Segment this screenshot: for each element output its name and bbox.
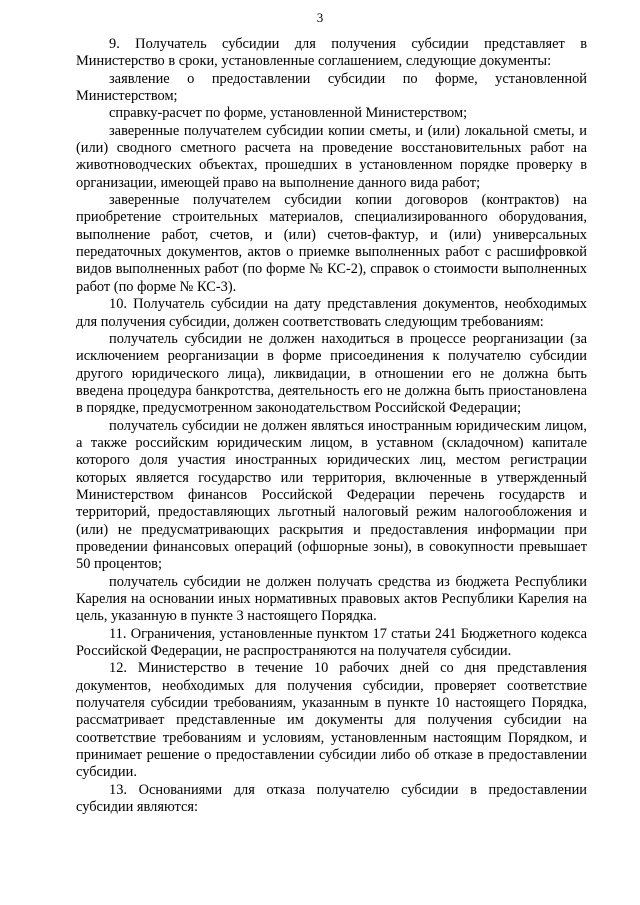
paragraph-calculation: справку-расчет по форме, установленной Министерством; [109, 105, 468, 122]
paragraph-reorganization: получатель субсидии не должен находиться в процессе реорганизации (за исключением реорганизации в форме присоединения к получателю субсидии другого юридического лица), ликвидации, в отношении его не должна быть введена процедура банкротства, деятельность его не должна быть приостановлена в порядке, предусмотренном законодательством Российской Федерации; [76, 330, 587, 417]
paragraph-10: 10. Получатель субсидии на дату представления документов, необходимых для получения субсидии, должен соответствовать следующим требованиям: [76, 296, 587, 330]
paragraph-11: 11. Ограничения, установленные пунктом 17 статьи 241 Бюджетного кодекса Российской Федерации, не распространяются на получателя субсидии. [76, 625, 587, 660]
paragraph-13: 13. Основаниями для отказа получателю субсидии в предоставлении субсидии являются: [76, 781, 587, 816]
paragraph-9: 9. Получатель субсидии для получения субсидии представляет в Министерство в сроки, установленные соглашением, следующие документы: [76, 36, 587, 70]
paragraph-foreign-entity: получатель субсидии не должен являться иностранным юридическим лицом, а также российским юридическим лицом, в уставном (складочном) капитале которого доля участия иностранных юридических лиц, местом регистрации которых является государство или территория, включенные в утвержденный Министерством финансов Российской Федерации перечень государств и территорий, предоставляющих льготный налоговый режим налогообложения и (или) не предусматривающих раскрытия и предоставления информации при проведении финансовых операций (офшорные зоны), в совокупности превышает 50 процентов; [76, 417, 587, 573]
paragraph-estimate-copies: заверенные получателем субсидии копии сметы, и (или) локальной сметы, и (или) сводного сметного расчета на проведение восстановительных работ на животноводческих объектах, прошедших в установленном порядке проверку в организации, имеющей право на выполнение данного вида работ; [76, 122, 587, 191]
page-number: 3 [316, 10, 324, 25]
document-body [76, 36, 587, 816]
paragraph-contract-copies: заверенные получателем субсидии копии договоров (контрактов) на приобретение строительных материалов, специализированного оборудования, выполнение работ, счетов, и (или) счетов-фактур, и (или) универсальных передаточных документов, актов о приемке выполненных работ с расшифровкой видов выполненных работ (по форме № КС-2), справок о стоимости выполненных работ (по форме № КС-3). [76, 192, 587, 295]
paragraph-budget-funds: получатель субсидии не должен получать средства из бюджета Республики Карелия на основании иных нормативных правовых актов Республики Карелия на цель, указанную в пункте 3 настоящего Порядка. [76, 573, 587, 625]
paragraph-12: 12. Министерство в течение 10 рабочих дней со дня представления документов, необходимых для получения субсидии, проверяет соответствие получателя субсидии требованиям, указанным в пункте 10 настоящего Порядка, рассматривает представленные им документы для получения субсидии на соответствие требованиям и условиям, установленным настоящим Порядком, и принимает решение о предоставлении субсидии либо об отказе в предоставлении субсидии. [76, 660, 587, 781]
paragraph-application: заявление о предоставлении субсидии по форме, установленной Министерством; [76, 70, 587, 105]
